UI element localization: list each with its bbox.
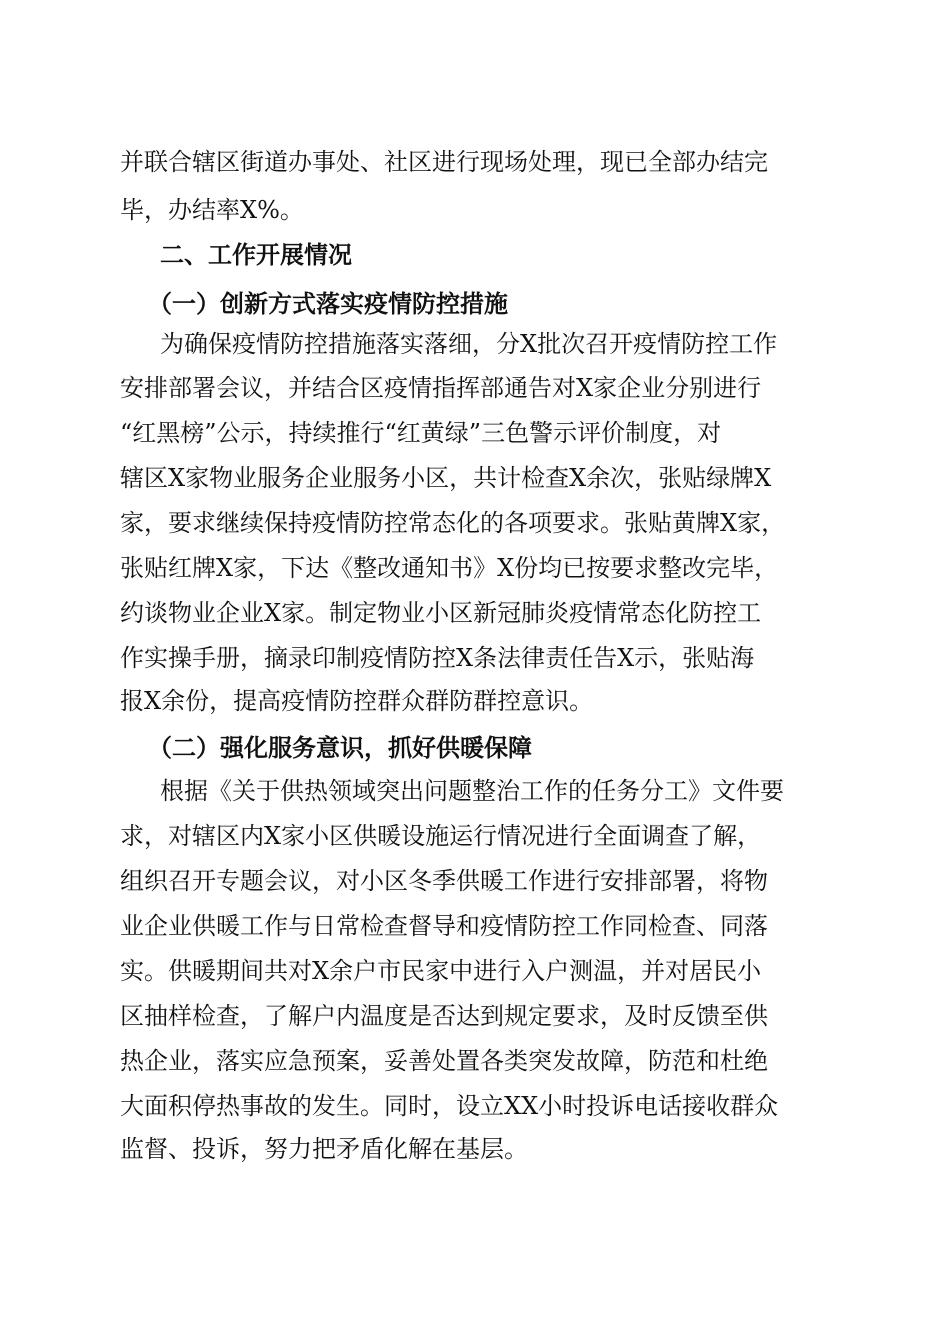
intro-line-2: 毕，办结率X%。 — [120, 196, 304, 224]
sub2-line-4: 业企业供暖工作与日常检查督导和疫情防控工作同检查、同落 — [120, 912, 768, 940]
sub1-line-3: “红黑榜”公示，持续推行“红黄绿”三色警示评价制度，对 — [120, 419, 722, 447]
section-heading: 二、工作开展情况 — [160, 241, 352, 269]
sub1-line-2: 安排部署会议，并结合区疫情指挥部通告对X家企业分别进行 — [120, 374, 762, 402]
sub1-line-1: 为确保疫情防控措施落实落细，分X批次召开疫情防控工作 — [160, 330, 778, 358]
sub2-line-9: 监督、投诉，努力把矛盾化解在基层。 — [120, 1135, 528, 1163]
subsection-2-title: （二）强化服务意识，抓好供暖保障 — [148, 733, 532, 762]
sub1-line-4: 辖区X家物业服务企业服务小区，共计检查X余次，张贴绿牌X — [120, 464, 772, 492]
sub2-line-6: 区抽样检查，了解户内温度是否达到规定要求，及时反馈至供 — [120, 1002, 768, 1030]
sub2-line-2: 求，对辖区内X家小区供暖设施运行情况进行全面调查了解， — [120, 822, 762, 850]
subsection-1-title: （一）创新方式落实疫情防控措施 — [148, 289, 508, 318]
sub1-line-6: 张贴红牌X家，下达《整改通知书》X份均已按要求整改完毕， — [120, 554, 779, 582]
sub1-line-9: 报X余份，提高疫情防控群众群防群控意识。 — [120, 687, 594, 715]
intro-line-1: 并联合辖区街道办事处、社区进行现场处理，现已全部办结完 — [120, 148, 768, 176]
sub2-line-8: 大面积停热事故的发生。同时，设立XX小时投诉电话接收群众 — [120, 1092, 779, 1120]
sub2-line-3: 组织召开专题会议，对小区冬季供暖工作进行安排部署，将物 — [120, 867, 768, 895]
sub1-line-8: 作实操手册，摘录印制疫情防控X条法律责任告X示，张贴海 — [120, 644, 755, 672]
sub1-line-7: 约谈物业企业X家。制定物业小区新冠肺炎疫情常态化防控工 — [120, 599, 762, 627]
sub2-line-5: 实。供暖期间共对X余户市民家中进行入户测温，并对居民小 — [120, 957, 762, 985]
sub1-line-5: 家，要求继续保持疫情防控常态化的各项要求。张贴黄牌X家， — [120, 509, 786, 537]
sub2-line-1: 根据《关于供热领域突出问题整治工作的任务分工》文件要 — [160, 777, 784, 805]
sub2-line-7: 热企业，落实应急预案，妥善处置各类突发故障，防范和杜绝 — [120, 1047, 768, 1075]
